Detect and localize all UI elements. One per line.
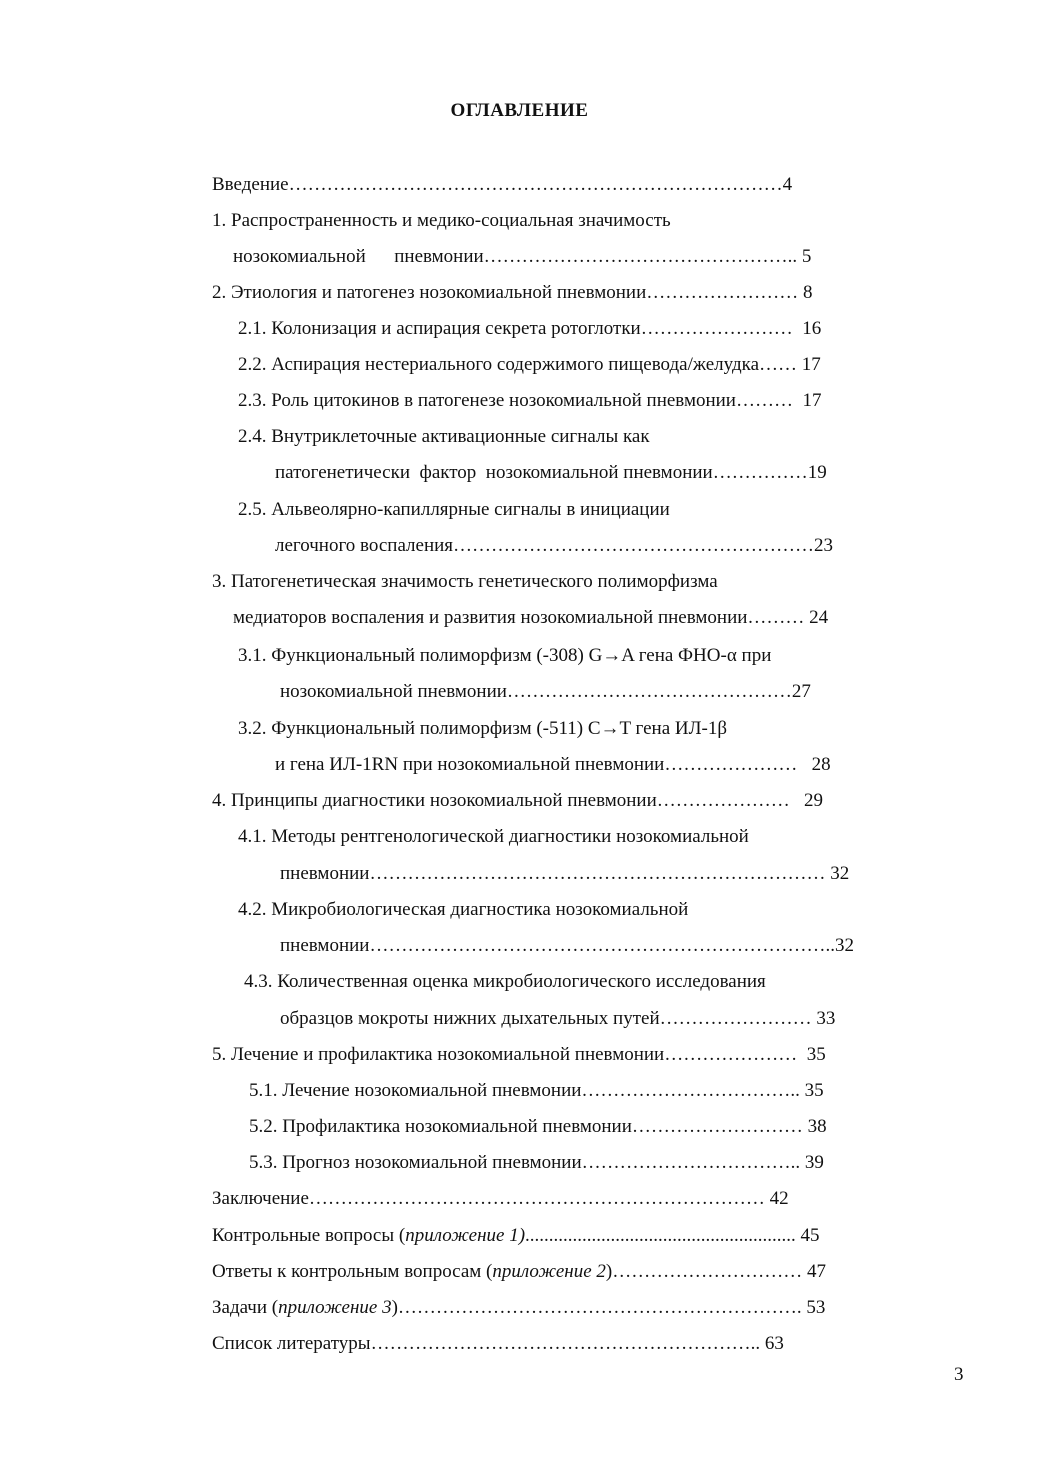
toc-title: ОГЛАВЛЕНИЕ [450, 100, 589, 121]
toc-entry: 5.1. Лечение нозокомиальной пневмонии…………………………….. 35 [249, 1080, 824, 1101]
toc-entry-text: Задачи ( [212, 1297, 279, 1318]
toc-entry: Введение……………………………………………………………………4 [212, 174, 793, 195]
page-number: 3 [954, 1364, 964, 1385]
toc-entry-leader: )………………………………………………………. 53 [391, 1297, 826, 1318]
toc-entry: 2.5. Альвеолярно-капиллярные сигналы в инициации [238, 499, 670, 520]
toc-entry: 4.2. Микробиологическая диагностика нозокомиальной [238, 899, 689, 920]
toc-entry: нозокомиальной пневмонии………………………………………27 [280, 681, 811, 702]
toc-entry [212, 1297, 825, 1319]
toc-entry: 3.1. Функциональный полиморфизм (-308) G→A гена ФНО-α при [238, 645, 772, 666]
toc-entry: пневмонии………………………………………………………………..32 [280, 935, 854, 956]
toc-entry: 5. Лечение и профилактика нозокомиальной пневмонии………………… 35 [212, 1044, 826, 1065]
toc-entry: нозокомиальной пневмонии………………………………………….. 5 [233, 246, 812, 267]
toc-entry-leader: )………………………… 47 [605, 1261, 826, 1282]
toc-entry: патогенетически фактор нозокомиальной пневмонии……………19 [275, 462, 827, 483]
toc-entry: 2.4. Внутриклеточные активационные сигналы как [238, 426, 650, 447]
toc-entry-appendix: приложение 1) [405, 1225, 526, 1246]
toc-entry: пневмонии……………………………………………………………… 32 [280, 863, 850, 884]
toc-entry: образцов мокроты нижних дыхательных путей…………………… 33 [280, 1008, 836, 1029]
toc-entry: 3. Патогенетическая значимость генетического полиморфизма [212, 571, 718, 592]
toc-entry: медиаторов воспаления и развития нозокомиальной пневмонии……… 24 [233, 607, 829, 628]
toc-entry: 2. Этиология и патогенез нозокомиальной пневмонии…………………… 8 [212, 282, 813, 303]
toc-entry: 2.2. Аспирация нестериального содержимого пищевода/желудка…… 17 [238, 354, 821, 375]
toc-entry: 3.2. Функциональный полиморфизм (-511) C→T гена ИЛ-1β [238, 718, 727, 739]
toc-entry: 1. Распространенность и медико-социальная значимость [212, 210, 671, 231]
toc-entry-text: Ответы к контрольным вопросам ( [212, 1261, 493, 1282]
toc-entry-appendix: приложение 3 [278, 1297, 392, 1318]
toc-entry: 5.3. Прогноз нозокомиальной пневмонии…………………………….. 39 [249, 1152, 824, 1173]
toc-entry [212, 1261, 826, 1283]
toc-entry: легочного воспаления…………………………………………………23 [275, 535, 834, 556]
toc-entry: 4. Принципы диагностики нозокомиальной пневмонии………………… 29 [212, 790, 824, 811]
toc-entry: Список литературы…………………………………………………….. 63 [212, 1333, 784, 1354]
toc-entry-leader: ......................................................... 45 [525, 1225, 820, 1246]
toc-entry: 2.1. Колонизация и аспирация секрета ротоглотки…………………… 16 [238, 318, 822, 339]
toc-entry: 5.2. Профилактика нозокомиальной пневмонии……………………… 38 [249, 1116, 827, 1137]
toc-entry: 4.1. Методы рентгенологической диагностики нозокомиальной [238, 826, 749, 847]
toc-entry-text: Контрольные вопросы ( [212, 1225, 406, 1246]
toc-entry: Заключение……………………………………………………………… 42 [212, 1188, 789, 1209]
toc-entry [212, 1225, 820, 1247]
toc-entry: и гена ИЛ-1RN при нозокомиальной пневмонии………………… 28 [275, 754, 831, 775]
toc-entry-appendix: приложение 2 [492, 1261, 606, 1282]
toc-entry: 2.3. Роль цитокинов в патогенезе нозокомиальной пневмонии……… 17 [238, 390, 822, 411]
toc-entry: 4.3. Количественная оценка микробиологического исследования [244, 971, 766, 992]
